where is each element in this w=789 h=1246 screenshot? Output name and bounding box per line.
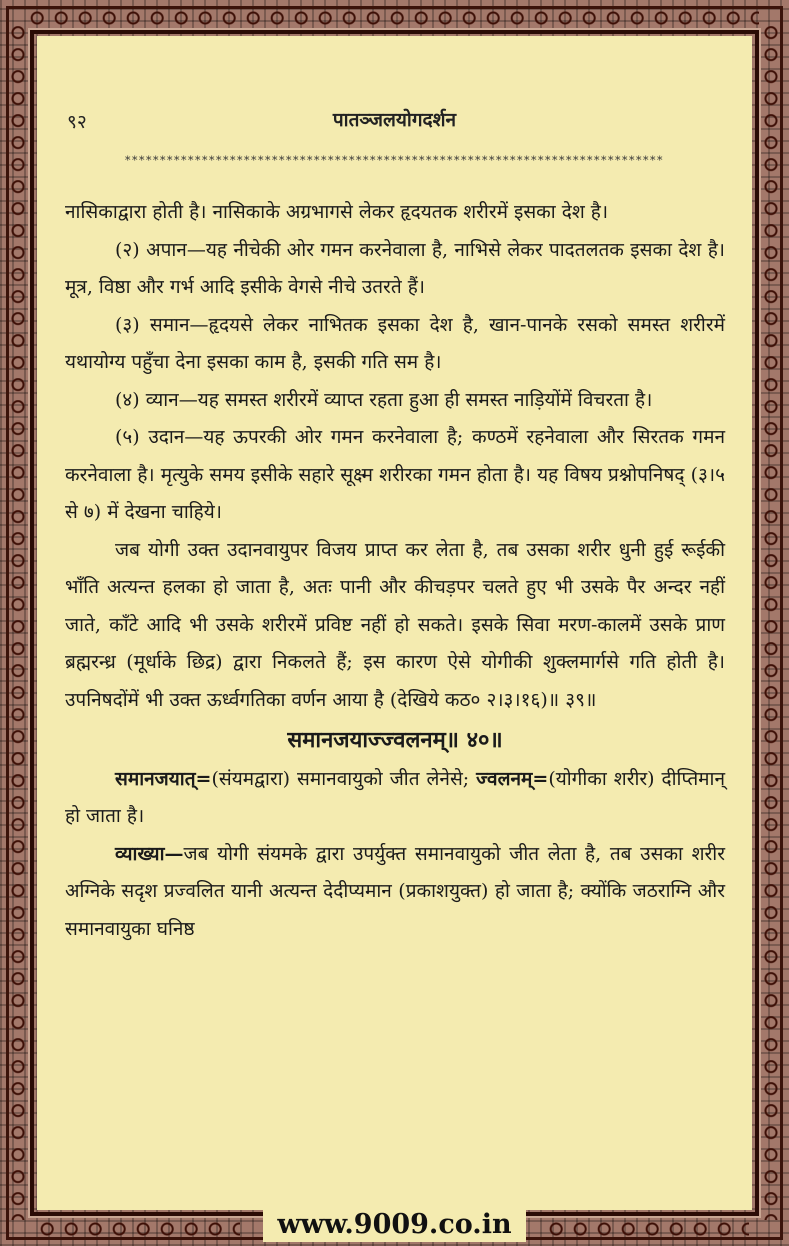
term: समानजयात्= [115,767,212,790]
frame-left-ornament [9,26,27,1220]
word-meaning [65,761,725,836]
footer [0,1208,789,1242]
term-meaning: (संयमद्वारा) समानवायुको जीत लेनेसे; [211,767,470,790]
sutra-heading: समानजयाज्ज्वलनम्॥ ४०॥ [287,727,503,753]
page-title: पातञ्जलयोगदर्शन [332,109,457,131]
frame-top-ornament [30,9,759,27]
page-content [65,194,725,948]
paragraph: (३) समान—हृदयसे लेकर नाभितक इसका देश है, खान-पानके रसको समस्त शरीरमें यथायोग्य पहुँचा देना इसका काम है, इसकी गति सम है। [65,313,725,373]
term-meaning: (योगीका शरीर) दीप्तिमान् हो जाता है। [65,767,725,827]
book-page [37,36,752,1210]
footer-url[interactable]: www.9009.co.in [263,1208,525,1242]
header-separator: ***************************************************************************** [125,154,664,167]
paragraph: (५) उदान—यह ऊपरकी ओर गमन करनेवाला है; कण्ठमें रहनेवाला और सिरतक गमन करनेवाला है। मृत्युके समय इसीके सहारे सूक्ष्म शरीरका गमन होता है। यह विषय प्रश्नोपनिषद् (३।५ से ७) में देखना चाहिये। [65,426,725,523]
commentary-text: जब योगी संयमके द्वारा उपर्युक्त समानवायुको जीत लेता है, तब उसका शरीर अग्निके सदृश प्रज्वलित यानी अत्यन्त देदीप्यमान (प्रकाशयुक्त) हो जाता है; क्योंकि जठराग्नि और समानवायुका घनिष्ठ [65,842,725,940]
paragraph: नासिकाद्वारा होती है। नासिकाके अग्रभागसे लेकर हृदयतक शरीरमें इसका देश है। [65,201,609,223]
term: ज्वलनम्= [476,767,549,790]
frame-right-ornament [762,26,780,1220]
page-number: ९२ [67,111,87,133]
paragraph: (४) व्यान—यह समस्त शरीरमें व्याप्त रहता हुआ ही समस्त नाड़ियोंमें विचरता है। [115,388,653,411]
paragraph: (२) अपान—यह नीचेकी ओर गमन करनेवाला है, नाभिसे लेकर पादतलतक इसका देश है। मूत्र, विष्ठा और गर्भ आदि इसीके वेगसे नीचे उतरते हैं। [65,238,725,298]
commentary-label: व्याख्या— [115,842,184,865]
paragraph: जब योगी उक्त उदानवायुपर विजय प्राप्त कर लेता है, तब उसका शरीर धुनी हुई रूईकी भाँति अत्यन्त हलका हो जाता है, अतः पानी और कीचड़पर चलते हुए भी उसके पैर अन्दर नहीं जाते, काँटे आदि भी उसके शरीरमें प्रविष्ट नहीं हो सकते। इसके सिवा मरण-कालमें उसके प्राण ब्रह्मरन्ध्र (मूर्धाके छिद्र) द्वारा निकलते हैं; इस कारण ऐसे योगीकी शुक्लमार्गसे गति होती है। उपनिषदोंमें भी उक्त ऊर्ध्वगतिका वर्णन आया है (देखिये कठ० २।३।१६)॥ ३९॥ [65,538,725,711]
commentary [65,836,725,949]
